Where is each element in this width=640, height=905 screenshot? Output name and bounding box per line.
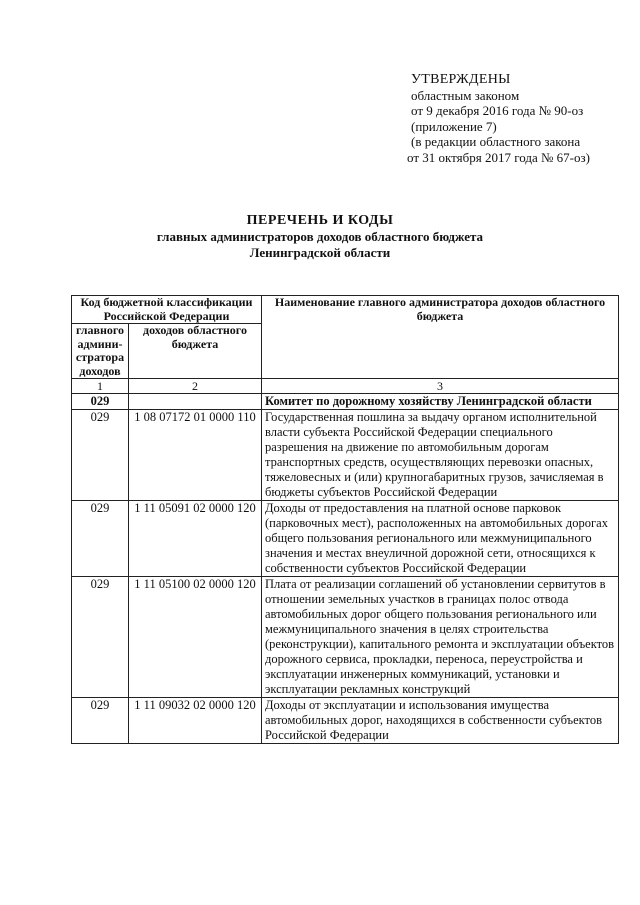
income-description: Доходы от предоставления на платной основе парковок (парковочных мест), расположенных на автомобильных дорогах общего пользования регионального или межмуниципального значения и местах внеуличной дорожной сети, относящихся к собственности субъектов Российской Федерации bbox=[262, 501, 619, 577]
income-code: 1 11 05091 02 0000 120 bbox=[129, 501, 262, 577]
table-row bbox=[72, 698, 619, 744]
income-code bbox=[129, 394, 262, 410]
approval-line: (приложение 7) bbox=[411, 118, 497, 134]
admin-code: 029 bbox=[72, 410, 129, 501]
admin-code: 029 bbox=[72, 394, 129, 410]
income-code: 1 08 07172 01 0000 110 bbox=[129, 410, 262, 501]
title-line: главных администраторов доходов областного бюджета bbox=[156, 229, 484, 244]
approval-stamp bbox=[407, 72, 590, 165]
title-line: Ленинградской области bbox=[249, 245, 391, 260]
income-description: Государственная пошлина за выдачу органом исполнительной власти субъекта Российской Федерации специального разрешения на движение по автомобильным дорогам транспортных средств, осуществляющих перевозки опасных, тяжеловесных и (или) крупногабаритных грузов, зачисляемая в бюджеты субъектов Российской Федерации bbox=[262, 410, 619, 501]
admin-code: 029 bbox=[72, 698, 129, 744]
header-budget-income: доходов областного бюджета bbox=[129, 324, 262, 379]
table-row bbox=[72, 501, 619, 577]
codes-table bbox=[71, 295, 619, 744]
income-code: 1 11 09032 02 0000 120 bbox=[129, 698, 262, 744]
income-description: Плата от реализации соглашений об установлении сервитутов в отношении земельных участков в границах полос отвода автомобильных дорог общего пользования регионального или межмуниципального значения в целях строительства (реконструкции), капитального ремонта и эксплуатации объектов дорожного сервиса, прокладки, переноса, переустройства и эксплуатации инженерных коммуникаций, установки и эксплуатации рекламных конструкций bbox=[262, 577, 619, 698]
table-row bbox=[72, 410, 619, 501]
document-title bbox=[0, 213, 640, 261]
approval-line: от 31 октября 2017 года № 67-оз) bbox=[407, 149, 590, 165]
title-line: ПЕРЕЧЕНЬ И КОДЫ bbox=[246, 213, 394, 228]
admin-code: 029 bbox=[72, 501, 129, 577]
table-row bbox=[72, 394, 619, 410]
approval-heading: УТВЕРЖДЕНЫ bbox=[411, 72, 511, 87]
header-administrator-name: Наименование главного администратора доходов областного бюджета bbox=[262, 296, 619, 379]
income-code: 1 11 05100 02 0000 120 bbox=[129, 577, 262, 698]
table-row bbox=[72, 577, 619, 698]
header-main-administrator: главного админи-стратора доходов bbox=[72, 324, 129, 379]
approval-line: (в редакции областного закона bbox=[411, 134, 581, 149]
column-number: 1 bbox=[72, 379, 129, 394]
header-budget-classification: Код бюджетной классификации Российской Федерации bbox=[72, 296, 262, 324]
column-number: 2 bbox=[129, 379, 262, 394]
admin-code: 029 bbox=[72, 577, 129, 698]
column-number: 3 bbox=[262, 379, 619, 394]
approval-line: областным законом bbox=[411, 87, 520, 103]
approval-line: от 9 декабря 2016 года № 90-оз bbox=[411, 103, 584, 118]
administrator-name: Комитет по дорожному хозяйству Ленинградской области bbox=[262, 394, 619, 410]
income-description: Доходы от эксплуатации и использования имущества автомобильных дорог, находящихся в собственности субъектов Российской Федерации bbox=[262, 698, 619, 744]
